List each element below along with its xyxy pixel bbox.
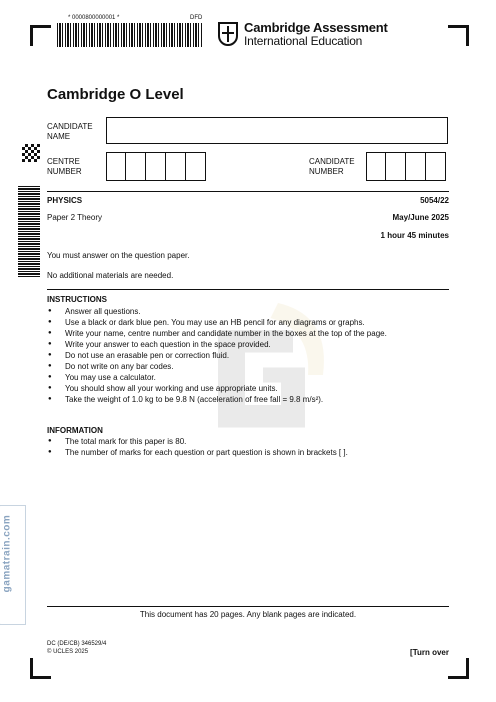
list-item: ● Write your answer to each question in the space provided. (47, 339, 387, 350)
list-item: ● Write your name, centre number and candidate number in the boxes at the top of the page. (47, 328, 387, 339)
paper-name: Paper 2 Theory (47, 213, 102, 222)
qr-code-icon (22, 144, 40, 162)
turn-over-label: [Turn over (410, 648, 449, 657)
registration-mark-top-left (30, 25, 51, 46)
candidate-number-cell[interactable] (426, 152, 446, 181)
side-barcode (18, 186, 40, 278)
candidate-number-cell[interactable] (386, 152, 406, 181)
list-item: ● Do not write on any bar codes. (47, 361, 387, 372)
candidate-number-label: CANDIDATE NUMBER (309, 157, 355, 176)
registration-mark-bottom-left (30, 658, 51, 679)
registration-mark-top-right (448, 25, 469, 46)
exam-duration: 1 hour 45 minutes (380, 231, 449, 240)
centre-number-cell[interactable] (126, 152, 146, 181)
candidate-number-field[interactable] (366, 152, 446, 181)
list-item: ● You may use a calculator. (47, 372, 387, 383)
list-item: ● The number of marks for each question or part question is shown in brackets [ ]. (47, 447, 348, 458)
org-name-line2: International Education (244, 34, 363, 48)
instructions-list (47, 306, 387, 405)
exam-session: May/June 2025 (392, 213, 449, 222)
list-item: ● Take the weight of 1.0 kg to be 9.8 N (acceleration of free fall = 9.8 m/s²). (47, 394, 387, 405)
materials-note: No additional materials are needed. (47, 271, 174, 280)
copyright: © UCLES 2025 (47, 649, 89, 655)
divider (47, 191, 449, 192)
cambridge-shield-icon (218, 22, 238, 46)
centre-number-cell[interactable] (106, 152, 126, 181)
centre-number-cell[interactable] (146, 152, 166, 181)
org-name-line1: Cambridge Assessment (244, 20, 388, 35)
paper-code-label: DFD (190, 15, 203, 21)
candidate-name-field[interactable] (106, 117, 448, 144)
list-item: ● You should show all your working and use appropriate units. (47, 383, 387, 394)
subject-code: 5054/22 (420, 196, 449, 205)
candidate-number-cell[interactable] (366, 152, 386, 181)
centre-number-label: CENTRE NUMBER (47, 157, 82, 176)
barcode-number: * 0000800000001 * (68, 15, 120, 21)
page-title: Cambridge O Level (47, 86, 184, 103)
divider (47, 606, 449, 607)
centre-number-field[interactable] (106, 152, 206, 181)
list-item: ● Use a black or dark blue pen. You may use an HB pencil for any diagrams or graphs. (47, 317, 387, 328)
instructions-heading: INSTRUCTIONS (47, 295, 107, 304)
candidate-name-label: CANDIDATE NAME (47, 122, 93, 141)
answer-note: You must answer on the question paper. (47, 251, 190, 260)
centre-number-cell[interactable] (186, 152, 206, 181)
list-item: ● Answer all questions. (47, 306, 387, 317)
document-reference: DC (DE/CB) 346529/4 (47, 641, 107, 647)
pages-note: This document has 20 pages. Any blank pages are indicated. (139, 610, 357, 619)
information-list (47, 436, 348, 458)
candidate-number-cell[interactable] (406, 152, 426, 181)
centre-number-cell[interactable] (166, 152, 186, 181)
list-item: ● Do not use an erasable pen or correction fluid. (47, 350, 387, 361)
list-item: ● The total mark for this paper is 80. (47, 436, 348, 447)
registration-mark-bottom-right (448, 658, 469, 679)
divider (47, 289, 449, 290)
top-barcode (57, 23, 203, 47)
watermark-text: gamatrain.com (1, 514, 13, 593)
subject: PHYSICS (47, 196, 83, 205)
information-heading: INFORMATION (47, 426, 103, 435)
